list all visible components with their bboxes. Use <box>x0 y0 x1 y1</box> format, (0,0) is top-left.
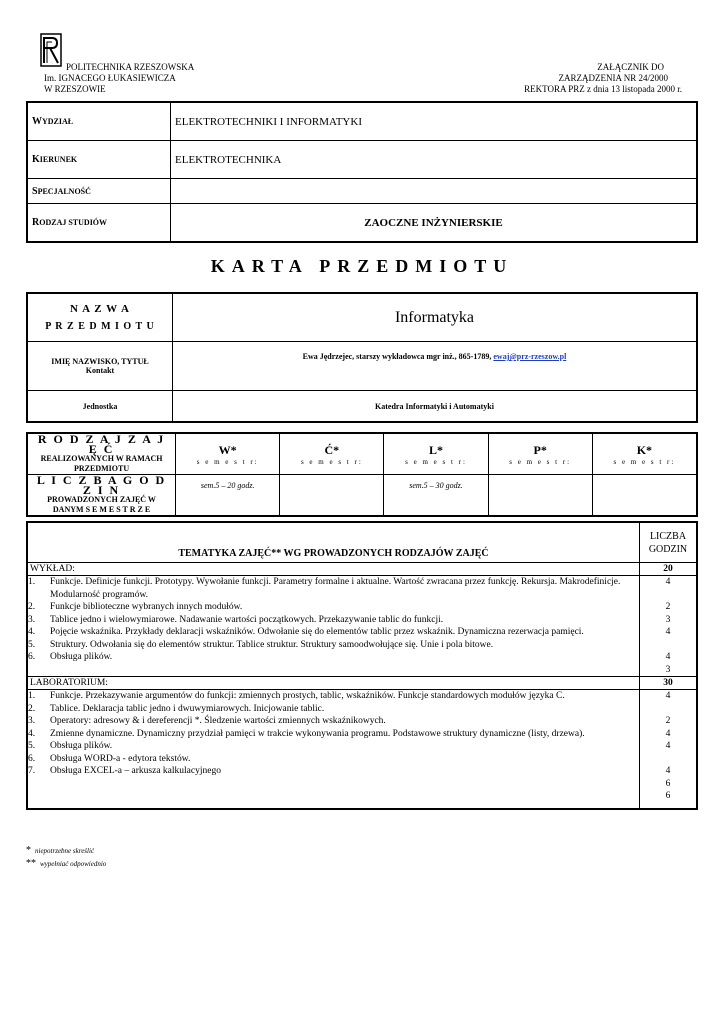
lab-topics-row <box>27 690 697 809</box>
list-item: 1. Funkcje. Definicje funkcji. Prototypy. Wywołanie funkcji. Parametry formalne i aktualne. Wartość zwracana przez funkcję. Rekursja. Makrodefinicje. Modularność programów. <box>28 577 621 600</box>
lecture-topics-row <box>27 576 697 677</box>
lecture-total-hours: 20 <box>640 563 698 576</box>
lab-section-row <box>27 677 697 690</box>
lecturer-email-link[interactable]: ewaj@prz-rzeszow.pl <box>493 352 567 361</box>
form-seminar-cell: K* s e m e s t r: <box>592 433 697 475</box>
faculty-label: WYDZIAŁ <box>27 102 171 141</box>
annex-order: ZARZĄDZENIA NR 24/2000 <box>558 73 668 83</box>
hours-row <box>27 475 697 517</box>
study-type-row <box>27 204 697 243</box>
list-item: 4. Zmienne dynamiczne. Dynamiczny przydział pamięci w trakcie wykonywania programu. Podstawowe struktury dynamiczne (listy, drzewa). <box>28 728 585 739</box>
lecture-hours-list: 4 2 3 4 4 3 <box>640 576 698 677</box>
topics-heading: TEMATYKA ZAJĘĆ** WG PROWADZONYCH RODZAJÓW ZAJĘĆ <box>27 522 640 563</box>
project-hours <box>488 475 592 517</box>
subject-name: Informatyka <box>173 293 698 342</box>
footnote-2: ** wypełniać odpowiednio <box>26 858 107 869</box>
hours-column-header: LICZBA GODZIN <box>640 522 698 563</box>
unit-row <box>27 391 697 423</box>
specialization-label: SPECJALNOŚĆ <box>27 179 171 204</box>
subject-table <box>26 292 698 423</box>
university-patron: Im. IGNACEGO ŁUKASIEWICZA <box>44 73 176 83</box>
list-item: 5. Obsługa plików. <box>28 741 113 751</box>
lecture-topic-list <box>27 576 640 677</box>
lab-topic-list <box>27 690 640 809</box>
list-item: 3. Tablice jedno i wielowymiarowe. Nadawanie wartości początkowych. Przekazywanie tablic do funkcji. <box>28 614 444 625</box>
annex-date: REKTORA PRZ z dnia 13 listopada 2000 r. <box>524 84 682 94</box>
list-item: 6. Obsługa plików. <box>28 652 113 662</box>
subject-name-row <box>27 293 697 342</box>
list-item: 3. Operatory: adresowy & i dereferencji *. Śledzenie wartości zmiennych wskaźnikowych. <box>28 716 386 726</box>
unit-value: Katedra Informatyki i Automatyki <box>173 391 698 423</box>
list-item: 4. Pojęcie wskaźnika. Przykłady deklaracji wskaźników. Odwołanie się do elementów tablic przez wskaźnik. Dynamiczna rezerwacja pamięci. <box>28 627 584 637</box>
exercises-hours <box>280 475 384 517</box>
university-name: POLITECHNIKA RZESZOWSKA <box>66 62 195 72</box>
faculty-value: ELEKTROTECHNIKI I INFORMATYKI <box>171 102 698 141</box>
list-item: 5. Struktury. Odwołania się do elementów struktur. Tablice struktur. Struktury samoodwołujące się. Unie i pola bitowe. <box>28 639 494 650</box>
list-item: 7. Obsługa EXCEL-a – arkusza kalkulacyjnego <box>28 766 221 776</box>
annex-header <box>524 62 682 95</box>
faculty-row <box>27 102 697 141</box>
class-forms-table <box>26 432 698 517</box>
subject-name-label: N A Z W A P R Z E D M I O T U <box>27 293 173 342</box>
list-item: 2. Tablice. Deklaracja tablic jedno i dwuwymiarowych. Inicjowanie tablic. <box>28 703 325 714</box>
lecturer-value <box>173 342 698 391</box>
unit-label: Jednostka <box>27 391 173 423</box>
topics-table <box>26 521 698 810</box>
seminar-hours <box>592 475 697 517</box>
study-info-table <box>26 101 698 243</box>
study-type-label: RODZAJ STUDIÓW <box>27 204 171 243</box>
lecture-section-row <box>27 563 697 576</box>
field-label: KIERUNEK <box>27 141 171 179</box>
lecturer-row <box>27 342 697 391</box>
class-forms-label: R O D Z A J Z A J Ę Ć REALIZOWANYCH W RAMACH PRZEDMIOTU <box>27 433 176 475</box>
form-lecture-cell: W* s e m e s t r: <box>176 433 280 475</box>
form-project-cell: P* s e m e s t r: <box>488 433 592 475</box>
specialization-row <box>27 179 697 204</box>
lecture-section-title: WYKŁAD: <box>27 563 640 576</box>
list-item: 6. Obsługa WORD-a - edytora tekstów. <box>28 753 191 764</box>
field-row <box>27 141 697 179</box>
page-title: KARTA PRZEDMIOTU <box>210 256 514 276</box>
form-exercises-cell: Ć* s e m e s t r: <box>280 433 384 475</box>
lecturer-name: Ewa Jędrzejec, starszy wykładowca mgr inż., 865-1789, <box>302 352 494 361</box>
lab-hours: sem.5 – 30 godz. <box>384 475 488 517</box>
lab-hours-list: 4 2 4 4 4 6 6 <box>640 690 698 809</box>
list-item: 2. Funkcje biblioteczne wybranych innych modułów. <box>28 602 243 612</box>
list-item: 1. Funkcje. Przekazywanie argumentów do funkcji: zmiennych prostych, tablic, wskaźników. Funkcje standardowych modułów języka C. <box>28 691 565 701</box>
specialization-value <box>171 179 698 204</box>
form-lab-cell: L* s e m e s t r: <box>384 433 488 475</box>
lab-total-hours: 30 <box>640 677 698 690</box>
study-type-value: ZAOCZNE INŻYNIERSKIE <box>171 204 698 243</box>
university-header <box>44 62 194 95</box>
class-forms-row <box>27 433 697 475</box>
topics-header-row <box>27 522 697 563</box>
lab-section-title: LABORATORIUM: <box>27 677 640 690</box>
field-value: ELEKTROTECHNIKA <box>171 141 698 179</box>
university-city: W RZESZOWIE <box>44 84 106 94</box>
footnote-1: * niepotrzebne skreślić <box>26 845 95 856</box>
hours-label: L I C Z B A G O D Z I N PROWADZONYCH ZAJĘĆ W DANYM S E M E S T R Z E <box>27 475 176 517</box>
annex-label: ZAŁĄCZNIK DO <box>597 62 664 72</box>
lecture-hours: sem.5 – 20 godz. <box>176 475 280 517</box>
lecturer-label: IMIĘ NAZWISKO, TYTUŁ Kontakt <box>27 342 173 391</box>
